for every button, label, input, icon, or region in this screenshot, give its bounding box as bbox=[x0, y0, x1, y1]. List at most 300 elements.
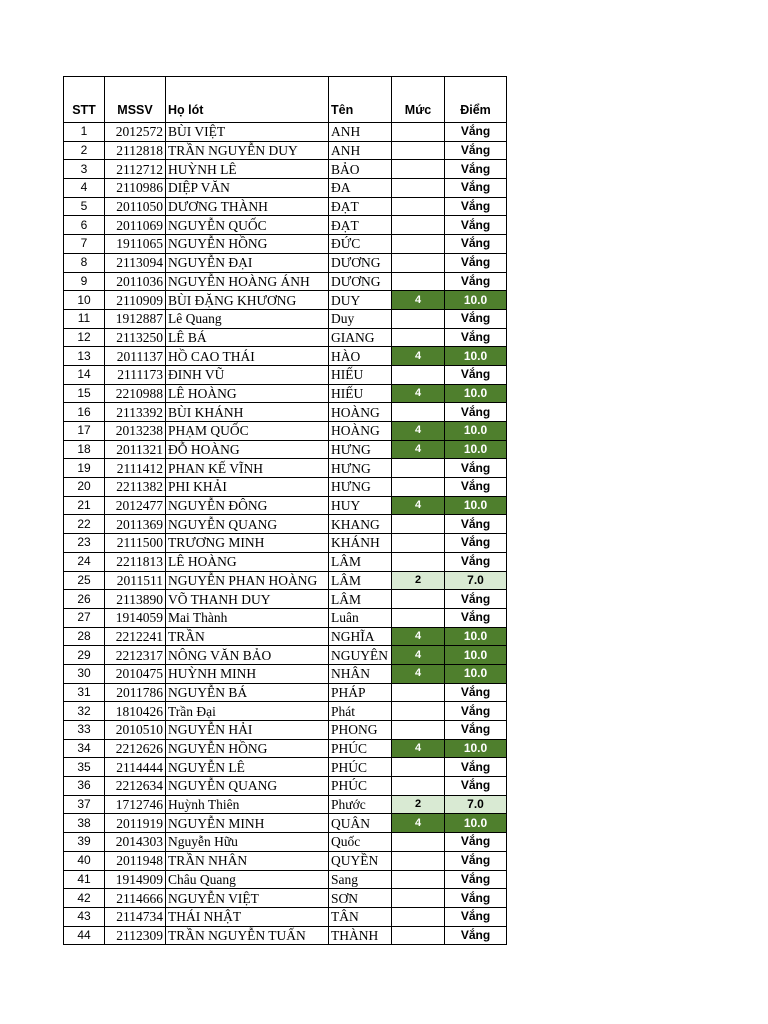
cell-diem: Vắng bbox=[445, 160, 507, 179]
cell-mssv: 2011036 bbox=[105, 272, 166, 291]
cell-mssv: 2012477 bbox=[105, 496, 166, 515]
table-row bbox=[64, 907, 507, 926]
cell-mssv: 2111173 bbox=[105, 365, 166, 384]
cell-ten: LÂM bbox=[329, 590, 392, 609]
cell-diem: Vắng bbox=[445, 179, 507, 198]
cell-mssv: 2114734 bbox=[105, 907, 166, 926]
cell-stt: 25 bbox=[64, 571, 105, 590]
cell-diem: 10.0 bbox=[445, 739, 507, 758]
cell-muc bbox=[392, 590, 445, 609]
cell-mssv: 2011321 bbox=[105, 440, 166, 459]
cell-ten: LÂM bbox=[329, 571, 392, 590]
cell-diem: 10.0 bbox=[445, 440, 507, 459]
cell-ten: PHONG bbox=[329, 721, 392, 740]
cell-ten: QUYỀN bbox=[329, 851, 392, 870]
cell-muc bbox=[392, 365, 445, 384]
cell-ho-lot: HUỲNH LÊ bbox=[166, 160, 329, 179]
cell-ten: PHÚC bbox=[329, 758, 392, 777]
cell-stt: 27 bbox=[64, 608, 105, 627]
cell-ho-lot: Mai Thành bbox=[166, 608, 329, 627]
cell-diem: Vắng bbox=[445, 926, 507, 945]
cell-ten: QUÂN bbox=[329, 814, 392, 833]
cell-stt: 5 bbox=[64, 197, 105, 216]
table-row bbox=[64, 123, 507, 142]
cell-ten: DUY bbox=[329, 291, 392, 310]
cell-ten: Phước bbox=[329, 795, 392, 814]
cell-mssv: 2111500 bbox=[105, 534, 166, 553]
cell-ho-lot: PHAN KẾ VĨNH bbox=[166, 459, 329, 478]
cell-stt: 3 bbox=[64, 160, 105, 179]
cell-ho-lot: NGUYỄN HOÀNG ÁNH bbox=[166, 272, 329, 291]
cell-ten: PHÁP bbox=[329, 683, 392, 702]
cell-mssv: 2010510 bbox=[105, 721, 166, 740]
table-row bbox=[64, 459, 507, 478]
cell-muc bbox=[392, 459, 445, 478]
cell-ten: KHANG bbox=[329, 515, 392, 534]
cell-ten: HƯNG bbox=[329, 459, 392, 478]
cell-muc bbox=[392, 926, 445, 945]
cell-ten: HIẾU bbox=[329, 365, 392, 384]
cell-ten: ĐA bbox=[329, 179, 392, 198]
cell-ten: HOÀNG bbox=[329, 403, 392, 422]
cell-muc bbox=[392, 272, 445, 291]
table-row bbox=[64, 253, 507, 272]
table-row bbox=[64, 777, 507, 796]
cell-ho-lot: Châu Quang bbox=[166, 870, 329, 889]
table-row bbox=[64, 422, 507, 441]
cell-diem: Vắng bbox=[445, 702, 507, 721]
cell-muc bbox=[392, 608, 445, 627]
cell-diem: Vắng bbox=[445, 534, 507, 553]
header-diem: Điểm bbox=[445, 77, 507, 123]
cell-diem: 10.0 bbox=[445, 384, 507, 403]
cell-stt: 35 bbox=[64, 758, 105, 777]
cell-diem: Vắng bbox=[445, 851, 507, 870]
cell-muc bbox=[392, 123, 445, 142]
cell-diem: Vắng bbox=[445, 328, 507, 347]
cell-mssv: 2212634 bbox=[105, 777, 166, 796]
table-row bbox=[64, 870, 507, 889]
table-row bbox=[64, 608, 507, 627]
cell-mssv: 1912887 bbox=[105, 309, 166, 328]
table-row bbox=[64, 646, 507, 665]
cell-ten: NHÂN bbox=[329, 664, 392, 683]
cell-diem: Vắng bbox=[445, 235, 507, 254]
cell-mssv: 2113392 bbox=[105, 403, 166, 422]
cell-ho-lot: HUỲNH MINH bbox=[166, 664, 329, 683]
cell-diem: Vắng bbox=[445, 515, 507, 534]
table-row bbox=[64, 365, 507, 384]
cell-muc: 4 bbox=[392, 664, 445, 683]
cell-stt: 39 bbox=[64, 833, 105, 852]
cell-ho-lot: LÊ HOÀNG bbox=[166, 384, 329, 403]
table-row bbox=[64, 328, 507, 347]
cell-muc bbox=[392, 141, 445, 160]
cell-stt: 19 bbox=[64, 459, 105, 478]
cell-ten: DƯƠNG bbox=[329, 272, 392, 291]
cell-muc bbox=[392, 907, 445, 926]
cell-ho-lot: BÙI VIỆT bbox=[166, 123, 329, 142]
cell-ho-lot: NÔNG VĂN BẢO bbox=[166, 646, 329, 665]
cell-mssv: 2011948 bbox=[105, 851, 166, 870]
cell-ten: NGUYÊN bbox=[329, 646, 392, 665]
header-stt: STT bbox=[64, 77, 105, 123]
table-row bbox=[64, 758, 507, 777]
cell-stt: 31 bbox=[64, 683, 105, 702]
cell-ten: TÂN bbox=[329, 907, 392, 926]
cell-ten: DƯƠNG bbox=[329, 253, 392, 272]
table-row bbox=[64, 721, 507, 740]
cell-muc bbox=[392, 253, 445, 272]
cell-mssv: 1911065 bbox=[105, 235, 166, 254]
cell-stt: 14 bbox=[64, 365, 105, 384]
cell-diem: Vắng bbox=[445, 197, 507, 216]
cell-muc bbox=[392, 777, 445, 796]
cell-diem: Vắng bbox=[445, 683, 507, 702]
cell-stt: 22 bbox=[64, 515, 105, 534]
cell-ho-lot: NGUYỄN QUỐC bbox=[166, 216, 329, 235]
cell-ten: Luân bbox=[329, 608, 392, 627]
cell-diem: Vắng bbox=[445, 590, 507, 609]
cell-ten: KHÁNH bbox=[329, 534, 392, 553]
cell-muc: 4 bbox=[392, 627, 445, 646]
cell-stt: 26 bbox=[64, 590, 105, 609]
cell-muc bbox=[392, 403, 445, 422]
cell-stt: 37 bbox=[64, 795, 105, 814]
cell-ho-lot: LÊ BÁ bbox=[166, 328, 329, 347]
cell-muc bbox=[392, 160, 445, 179]
cell-diem: Vắng bbox=[445, 889, 507, 908]
cell-stt: 42 bbox=[64, 889, 105, 908]
cell-stt: 21 bbox=[64, 496, 105, 515]
cell-stt: 40 bbox=[64, 851, 105, 870]
cell-ten: PHÚC bbox=[329, 739, 392, 758]
cell-muc bbox=[392, 702, 445, 721]
cell-ho-lot: NGUYỄN LÊ bbox=[166, 758, 329, 777]
cell-diem: Vắng bbox=[445, 253, 507, 272]
cell-stt: 15 bbox=[64, 384, 105, 403]
table-row bbox=[64, 347, 507, 366]
cell-diem: Vắng bbox=[445, 216, 507, 235]
cell-muc: 4 bbox=[392, 440, 445, 459]
cell-muc bbox=[392, 534, 445, 553]
cell-muc bbox=[392, 889, 445, 908]
cell-stt: 41 bbox=[64, 870, 105, 889]
cell-diem: Vắng bbox=[445, 459, 507, 478]
table-row bbox=[64, 702, 507, 721]
cell-ten: ANH bbox=[329, 141, 392, 160]
table-row bbox=[64, 851, 507, 870]
cell-muc bbox=[392, 235, 445, 254]
cell-ho-lot: NGUYỄN PHAN HOÀNG bbox=[166, 571, 329, 590]
cell-diem: 10.0 bbox=[445, 664, 507, 683]
cell-stt: 44 bbox=[64, 926, 105, 945]
cell-mssv: 2211813 bbox=[105, 552, 166, 571]
table-row bbox=[64, 833, 507, 852]
cell-diem: Vắng bbox=[445, 608, 507, 627]
cell-mssv: 2012572 bbox=[105, 123, 166, 142]
cell-diem: 10.0 bbox=[445, 291, 507, 310]
table-row bbox=[64, 534, 507, 553]
cell-ho-lot: HỒ CAO THÁI bbox=[166, 347, 329, 366]
table-row bbox=[64, 179, 507, 198]
cell-mssv: 2010475 bbox=[105, 664, 166, 683]
cell-ten: Duy bbox=[329, 309, 392, 328]
cell-stt: 1 bbox=[64, 123, 105, 142]
cell-mssv: 2011511 bbox=[105, 571, 166, 590]
cell-diem: Vắng bbox=[445, 777, 507, 796]
cell-muc bbox=[392, 758, 445, 777]
cell-stt: 36 bbox=[64, 777, 105, 796]
cell-stt: 13 bbox=[64, 347, 105, 366]
cell-mssv: 2212241 bbox=[105, 627, 166, 646]
cell-stt: 11 bbox=[64, 309, 105, 328]
table-row bbox=[64, 478, 507, 497]
table-body bbox=[64, 123, 507, 945]
cell-ho-lot: TRẦN bbox=[166, 627, 329, 646]
cell-ten: HÀO bbox=[329, 347, 392, 366]
cell-ho-lot: THÁI NHẬT bbox=[166, 907, 329, 926]
cell-stt: 30 bbox=[64, 664, 105, 683]
cell-ho-lot: PHẠM QUỐC bbox=[166, 422, 329, 441]
cell-ho-lot: Trần Đại bbox=[166, 702, 329, 721]
table-row bbox=[64, 216, 507, 235]
cell-ho-lot: LÊ HOÀNG bbox=[166, 552, 329, 571]
cell-ho-lot: ĐINH VŨ bbox=[166, 365, 329, 384]
cell-stt: 24 bbox=[64, 552, 105, 571]
table-row bbox=[64, 496, 507, 515]
cell-mssv: 2112818 bbox=[105, 141, 166, 160]
cell-diem: 7.0 bbox=[445, 571, 507, 590]
cell-ho-lot: TRẦN NGUYỄN TUẤN bbox=[166, 926, 329, 945]
cell-muc bbox=[392, 216, 445, 235]
cell-mssv: 2110909 bbox=[105, 291, 166, 310]
grade-table bbox=[63, 76, 507, 945]
cell-ten: NGHĨA bbox=[329, 627, 392, 646]
cell-stt: 17 bbox=[64, 422, 105, 441]
cell-mssv: 2211382 bbox=[105, 478, 166, 497]
cell-ten: PHÚC bbox=[329, 777, 392, 796]
cell-ten: HIẾU bbox=[329, 384, 392, 403]
cell-ho-lot: NGUYỄN HỒNG bbox=[166, 235, 329, 254]
cell-ho-lot: ĐỖ HOÀNG bbox=[166, 440, 329, 459]
cell-muc bbox=[392, 197, 445, 216]
cell-mssv: 2110986 bbox=[105, 179, 166, 198]
table-row bbox=[64, 160, 507, 179]
table-row bbox=[64, 627, 507, 646]
cell-stt: 10 bbox=[64, 291, 105, 310]
cell-mssv: 1810426 bbox=[105, 702, 166, 721]
cell-mssv: 2011786 bbox=[105, 683, 166, 702]
table-row bbox=[64, 795, 507, 814]
cell-muc bbox=[392, 870, 445, 889]
table-row bbox=[64, 683, 507, 702]
cell-ho-lot: TRẦN NHÂN bbox=[166, 851, 329, 870]
header-ten: Tên bbox=[329, 77, 392, 123]
cell-mssv: 1914059 bbox=[105, 608, 166, 627]
cell-muc bbox=[392, 478, 445, 497]
cell-muc bbox=[392, 721, 445, 740]
cell-diem: 10.0 bbox=[445, 422, 507, 441]
cell-ten: Sang bbox=[329, 870, 392, 889]
cell-ten: ĐỨC bbox=[329, 235, 392, 254]
table-row bbox=[64, 590, 507, 609]
cell-stt: 34 bbox=[64, 739, 105, 758]
cell-stt: 20 bbox=[64, 478, 105, 497]
cell-muc bbox=[392, 179, 445, 198]
cell-ten: ĐẠT bbox=[329, 216, 392, 235]
table-row bbox=[64, 814, 507, 833]
cell-ten: ANH bbox=[329, 123, 392, 142]
cell-ten: LÂM bbox=[329, 552, 392, 571]
cell-stt: 43 bbox=[64, 907, 105, 926]
cell-diem: Vắng bbox=[445, 365, 507, 384]
cell-diem: 10.0 bbox=[445, 347, 507, 366]
cell-stt: 29 bbox=[64, 646, 105, 665]
cell-mssv: 2210988 bbox=[105, 384, 166, 403]
table-row bbox=[64, 403, 507, 422]
table-row bbox=[64, 235, 507, 254]
cell-ho-lot: NGUYỄN HẢI bbox=[166, 721, 329, 740]
cell-muc: 4 bbox=[392, 291, 445, 310]
cell-mssv: 2113890 bbox=[105, 590, 166, 609]
cell-mssv: 2212317 bbox=[105, 646, 166, 665]
table-row bbox=[64, 515, 507, 534]
cell-diem: Vắng bbox=[445, 721, 507, 740]
header-muc: Mức bbox=[392, 77, 445, 123]
cell-stt: 33 bbox=[64, 721, 105, 740]
cell-ten: SƠN bbox=[329, 889, 392, 908]
cell-diem: Vắng bbox=[445, 870, 507, 889]
table-row bbox=[64, 141, 507, 160]
table-row bbox=[64, 309, 507, 328]
cell-diem: 10.0 bbox=[445, 496, 507, 515]
cell-diem: 10.0 bbox=[445, 627, 507, 646]
cell-muc bbox=[392, 515, 445, 534]
cell-ho-lot: NGUYỄN HỒNG bbox=[166, 739, 329, 758]
cell-ten: HUY bbox=[329, 496, 392, 515]
cell-mssv: 2112712 bbox=[105, 160, 166, 179]
cell-ho-lot: VÕ THANH DUY bbox=[166, 590, 329, 609]
cell-muc: 4 bbox=[392, 646, 445, 665]
cell-stt: 9 bbox=[64, 272, 105, 291]
cell-stt: 8 bbox=[64, 253, 105, 272]
cell-diem: Vắng bbox=[445, 907, 507, 926]
cell-mssv: 2014303 bbox=[105, 833, 166, 852]
cell-muc bbox=[392, 683, 445, 702]
cell-ten: GIANG bbox=[329, 328, 392, 347]
cell-mssv: 2112309 bbox=[105, 926, 166, 945]
cell-diem: Vắng bbox=[445, 309, 507, 328]
cell-diem: Vắng bbox=[445, 141, 507, 160]
cell-mssv: 1712746 bbox=[105, 795, 166, 814]
cell-mssv: 2011050 bbox=[105, 197, 166, 216]
cell-mssv: 2011369 bbox=[105, 515, 166, 534]
cell-diem: Vắng bbox=[445, 758, 507, 777]
cell-ho-lot: NGUYỄN QUANG bbox=[166, 515, 329, 534]
table-row bbox=[64, 571, 507, 590]
cell-mssv: 2113250 bbox=[105, 328, 166, 347]
cell-mssv: 2114444 bbox=[105, 758, 166, 777]
cell-ho-lot: DIỆP VĂN bbox=[166, 179, 329, 198]
cell-mssv: 2111412 bbox=[105, 459, 166, 478]
cell-mssv: 2011137 bbox=[105, 347, 166, 366]
cell-ten: Phát bbox=[329, 702, 392, 721]
cell-ho-lot: TRƯƠNG MINH bbox=[166, 534, 329, 553]
cell-ho-lot: Nguyễn Hữu bbox=[166, 833, 329, 852]
cell-ten: Quốc bbox=[329, 833, 392, 852]
cell-ho-lot: TRẦN NGUYỄN DUY bbox=[166, 141, 329, 160]
cell-stt: 4 bbox=[64, 179, 105, 198]
cell-diem: Vắng bbox=[445, 403, 507, 422]
cell-ho-lot: Huỳnh Thiên bbox=[166, 795, 329, 814]
cell-ho-lot: PHI KHẢI bbox=[166, 478, 329, 497]
cell-muc bbox=[392, 328, 445, 347]
table-row bbox=[64, 291, 507, 310]
cell-ho-lot: BÙI KHÁNH bbox=[166, 403, 329, 422]
cell-ten: ĐẠT bbox=[329, 197, 392, 216]
cell-ho-lot: NGUYỄN QUANG bbox=[166, 777, 329, 796]
cell-stt: 38 bbox=[64, 814, 105, 833]
cell-stt: 6 bbox=[64, 216, 105, 235]
cell-ho-lot: Lê Quang bbox=[166, 309, 329, 328]
cell-muc bbox=[392, 552, 445, 571]
cell-diem: Vắng bbox=[445, 272, 507, 291]
cell-ho-lot: NGUYỄN BÁ bbox=[166, 683, 329, 702]
cell-ten: HOÀNG bbox=[329, 422, 392, 441]
header-ho-lot: Họ lót bbox=[166, 77, 329, 123]
cell-muc: 4 bbox=[392, 347, 445, 366]
cell-ho-lot: NGUYỄN ĐẠI bbox=[166, 253, 329, 272]
cell-mssv: 2011069 bbox=[105, 216, 166, 235]
table-row bbox=[64, 197, 507, 216]
table-row bbox=[64, 739, 507, 758]
cell-diem: 10.0 bbox=[445, 814, 507, 833]
table-row bbox=[64, 926, 507, 945]
cell-diem: Vắng bbox=[445, 833, 507, 852]
cell-ho-lot: NGUYỄN VIỆT bbox=[166, 889, 329, 908]
cell-muc: 2 bbox=[392, 571, 445, 590]
cell-stt: 2 bbox=[64, 141, 105, 160]
cell-mssv: 2114666 bbox=[105, 889, 166, 908]
header-row bbox=[64, 77, 507, 123]
cell-diem: Vắng bbox=[445, 478, 507, 497]
cell-muc: 4 bbox=[392, 422, 445, 441]
cell-ten: BẢO bbox=[329, 160, 392, 179]
cell-mssv: 2212626 bbox=[105, 739, 166, 758]
cell-stt: 23 bbox=[64, 534, 105, 553]
cell-diem: 10.0 bbox=[445, 646, 507, 665]
cell-ho-lot: NGUYỄN ĐÔNG bbox=[166, 496, 329, 515]
cell-mssv: 2013238 bbox=[105, 422, 166, 441]
cell-stt: 18 bbox=[64, 440, 105, 459]
cell-ho-lot: NGUYỄN MINH bbox=[166, 814, 329, 833]
cell-stt: 16 bbox=[64, 403, 105, 422]
cell-muc: 4 bbox=[392, 496, 445, 515]
cell-diem: 7.0 bbox=[445, 795, 507, 814]
table-row bbox=[64, 440, 507, 459]
cell-stt: 7 bbox=[64, 235, 105, 254]
cell-mssv: 2113094 bbox=[105, 253, 166, 272]
header-mssv: MSSV bbox=[105, 77, 166, 123]
cell-ten: HƯNG bbox=[329, 440, 392, 459]
cell-ho-lot: BÙI ĐẶNG KHƯƠNG bbox=[166, 291, 329, 310]
cell-muc bbox=[392, 833, 445, 852]
cell-muc bbox=[392, 851, 445, 870]
table-row bbox=[64, 384, 507, 403]
cell-stt: 12 bbox=[64, 328, 105, 347]
cell-diem: Vắng bbox=[445, 123, 507, 142]
